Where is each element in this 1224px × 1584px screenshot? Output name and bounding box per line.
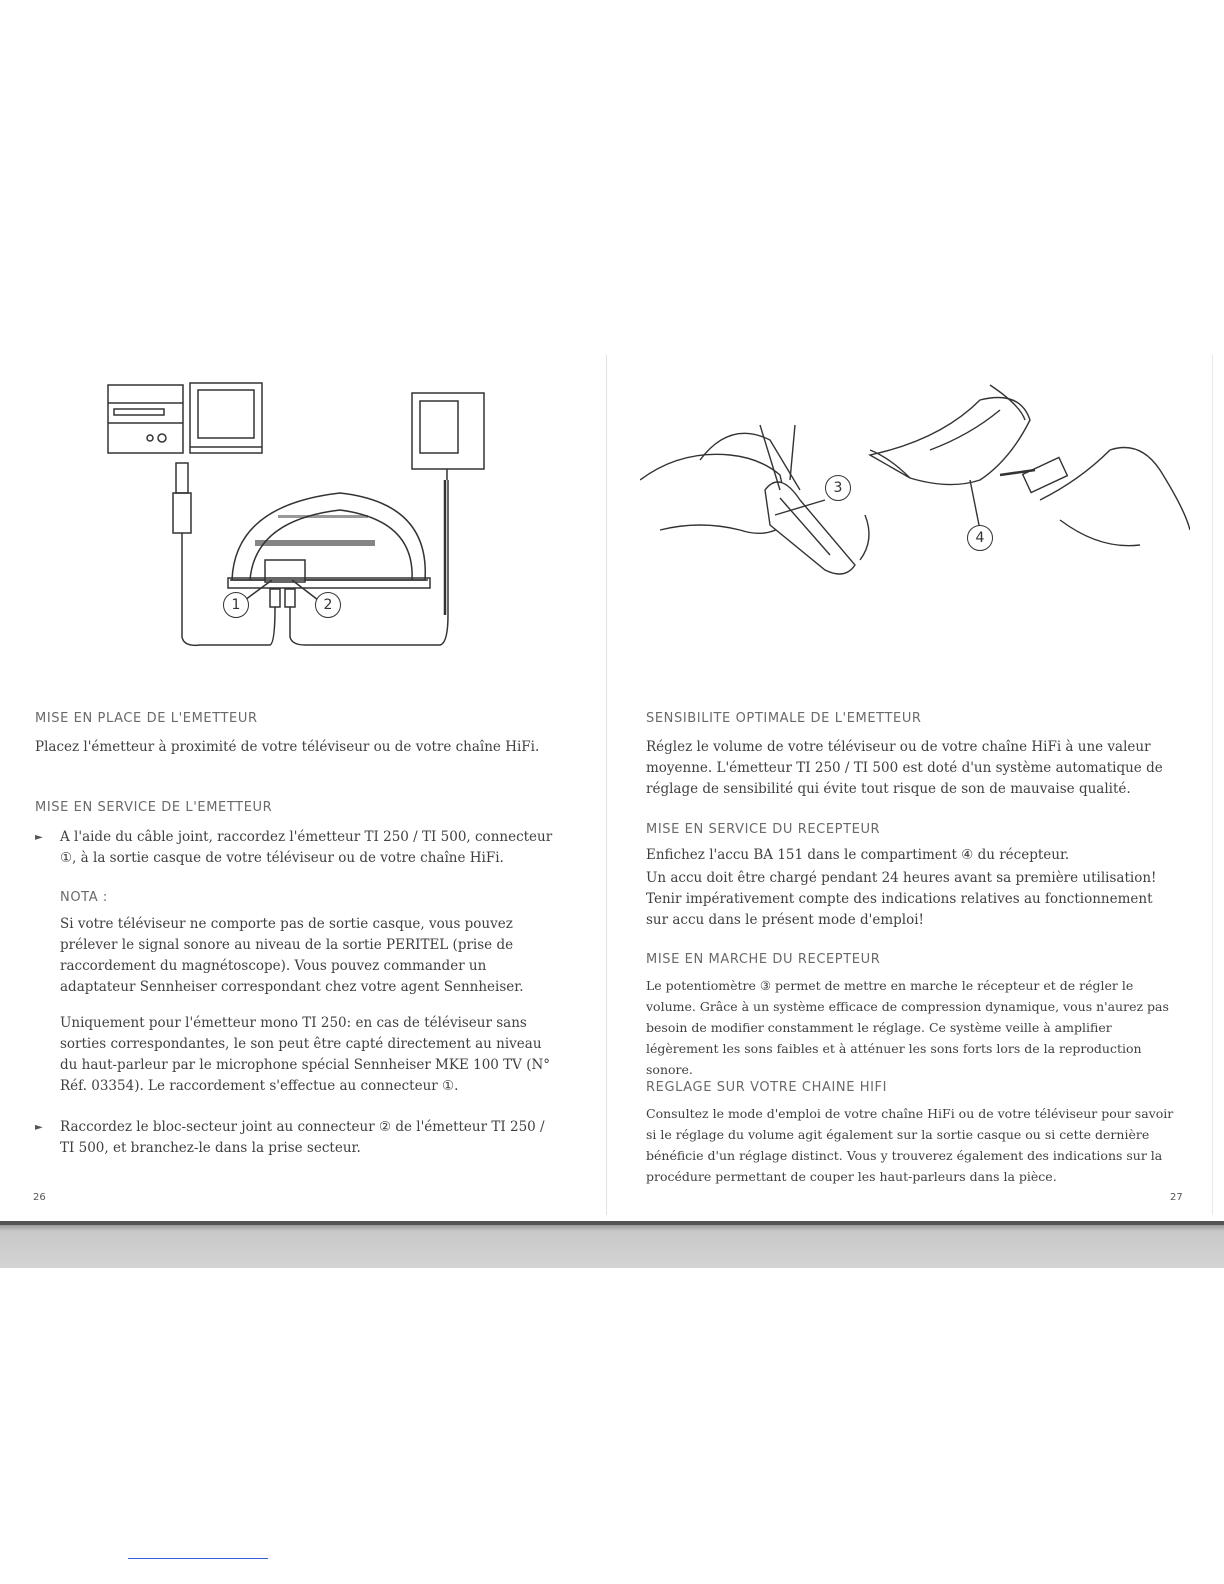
section-heading-receiver-on: MISE EN MARCHE DU RECEPTEUR (646, 952, 881, 967)
section-heading-hifi: REGLAGE SUR VOTRE CHAINE HIFI (646, 1080, 888, 1095)
page-gutter (606, 355, 607, 1215)
insert-battery-text: Enfichez l'accu BA 151 dans le compartiment ④ du récepteur. (646, 847, 1070, 863)
section-heading-sensitivity: SENSIBILITE OPTIMALE DE L'EMETTEUR (646, 711, 922, 726)
section-heading-placement: MISE EN PLACE DE L'EMETTEUR (35, 711, 258, 726)
receiver-battery-illustration (640, 380, 1190, 590)
section-heading-receiver-setup: MISE EN SERVICE DU RECEPTEUR (646, 822, 881, 837)
connect-cable-text: A l'aide du câble joint, raccordez l'émetteur TI 250 / TI 500, connecteur ①, à la sortie casque de votre téléviseur ou de votre chaîne HiFi. (60, 829, 553, 866)
nota-text-mono: Uniquement pour l'émetteur mono TI 250: en cas de téléviseur sans sorties correspondantes, le son peut être capté directement au niveau du haut-parleur par le microphone spécial Sennheiser MKE 100 TV (N° Réf. 03354). Le raccordement s'effectue au connecteur ①. (60, 1015, 551, 1094)
nota-text-peritel: Si votre téléviseur ne comporte pas de sortie casque, vous pouvez prélever le signal sonore au niveau de la sortie PERITEL (prise de raccordement du magnétoscope). Vous pouvez commander un adaptateur Sennheiser correspondant chez votre agent Sennheiser. (60, 916, 524, 995)
charge-battery-text: Un accu doit être chargé pendant 24 heures avant sa première utilisation! Tenir impérativement compte des indications relatives au fonctionnement sur accu dans le présent mode d'emploi! (646, 870, 1157, 928)
nota-label: NOTA : (60, 890, 108, 905)
receiver-on-text: Le potentiomètre ③ permet de mettre en marche le récepteur et de régler le volume. Grâce à un système efficace de compression dynamique, vous n'aurez pas besoin de modifier constamment le réglage. Ce système veille à amplifier légèrement les sons faibles et à atténuer les sons forts lors de la reproduction sonore. (646, 978, 1169, 1077)
bullet-arrow-icon: ► (35, 1122, 43, 1133)
section-heading-transmitter-setup: MISE EN SERVICE DE L'EMETTEUR (35, 800, 273, 815)
bullet-arrow-icon: ► (35, 832, 43, 843)
callout-4: 4 (967, 525, 993, 551)
placement-text: Placez l'émetteur à proximité de votre téléviseur ou de votre chaîne HiFi. (35, 739, 540, 755)
transmitter-connection-diagram (100, 375, 500, 660)
callout-3: 3 (825, 475, 851, 501)
sensitivity-text: Réglez le volume de votre téléviseur ou de votre chaîne HiFi à une valeur moyenne. L'émetteur TI 250 / TI 500 est doté d'un système automatique de réglage de sensibilité qui évite tout risque de son de mauvaise qualité. (646, 739, 1163, 797)
callout-2: 2 (315, 592, 341, 618)
scan-shadow-band (0, 1225, 1224, 1268)
page-number-right: 27 (1170, 1192, 1183, 1203)
footer-rule (128, 1558, 268, 1559)
connect-power-text: Raccordez le bloc-secteur joint au connecteur ② de l'émetteur TI 250 / TI 500, et branchez-le dans la prise secteur. (60, 1119, 545, 1156)
right-page-edge (1212, 355, 1213, 1215)
hifi-setting-text: Consultez le mode d'emploi de votre chaîne HiFi ou de votre téléviseur pour savoir si le réglage du volume agit également sur la sortie casque ou si cette dernière bénéficie d'un réglage distinct. Vous y trouverez également des indications sur la procédure permettant de couper les haut-parleurs dans la pièce. (646, 1106, 1174, 1184)
page-number-left: 26 (33, 1192, 46, 1203)
callout-1: 1 (223, 592, 249, 618)
